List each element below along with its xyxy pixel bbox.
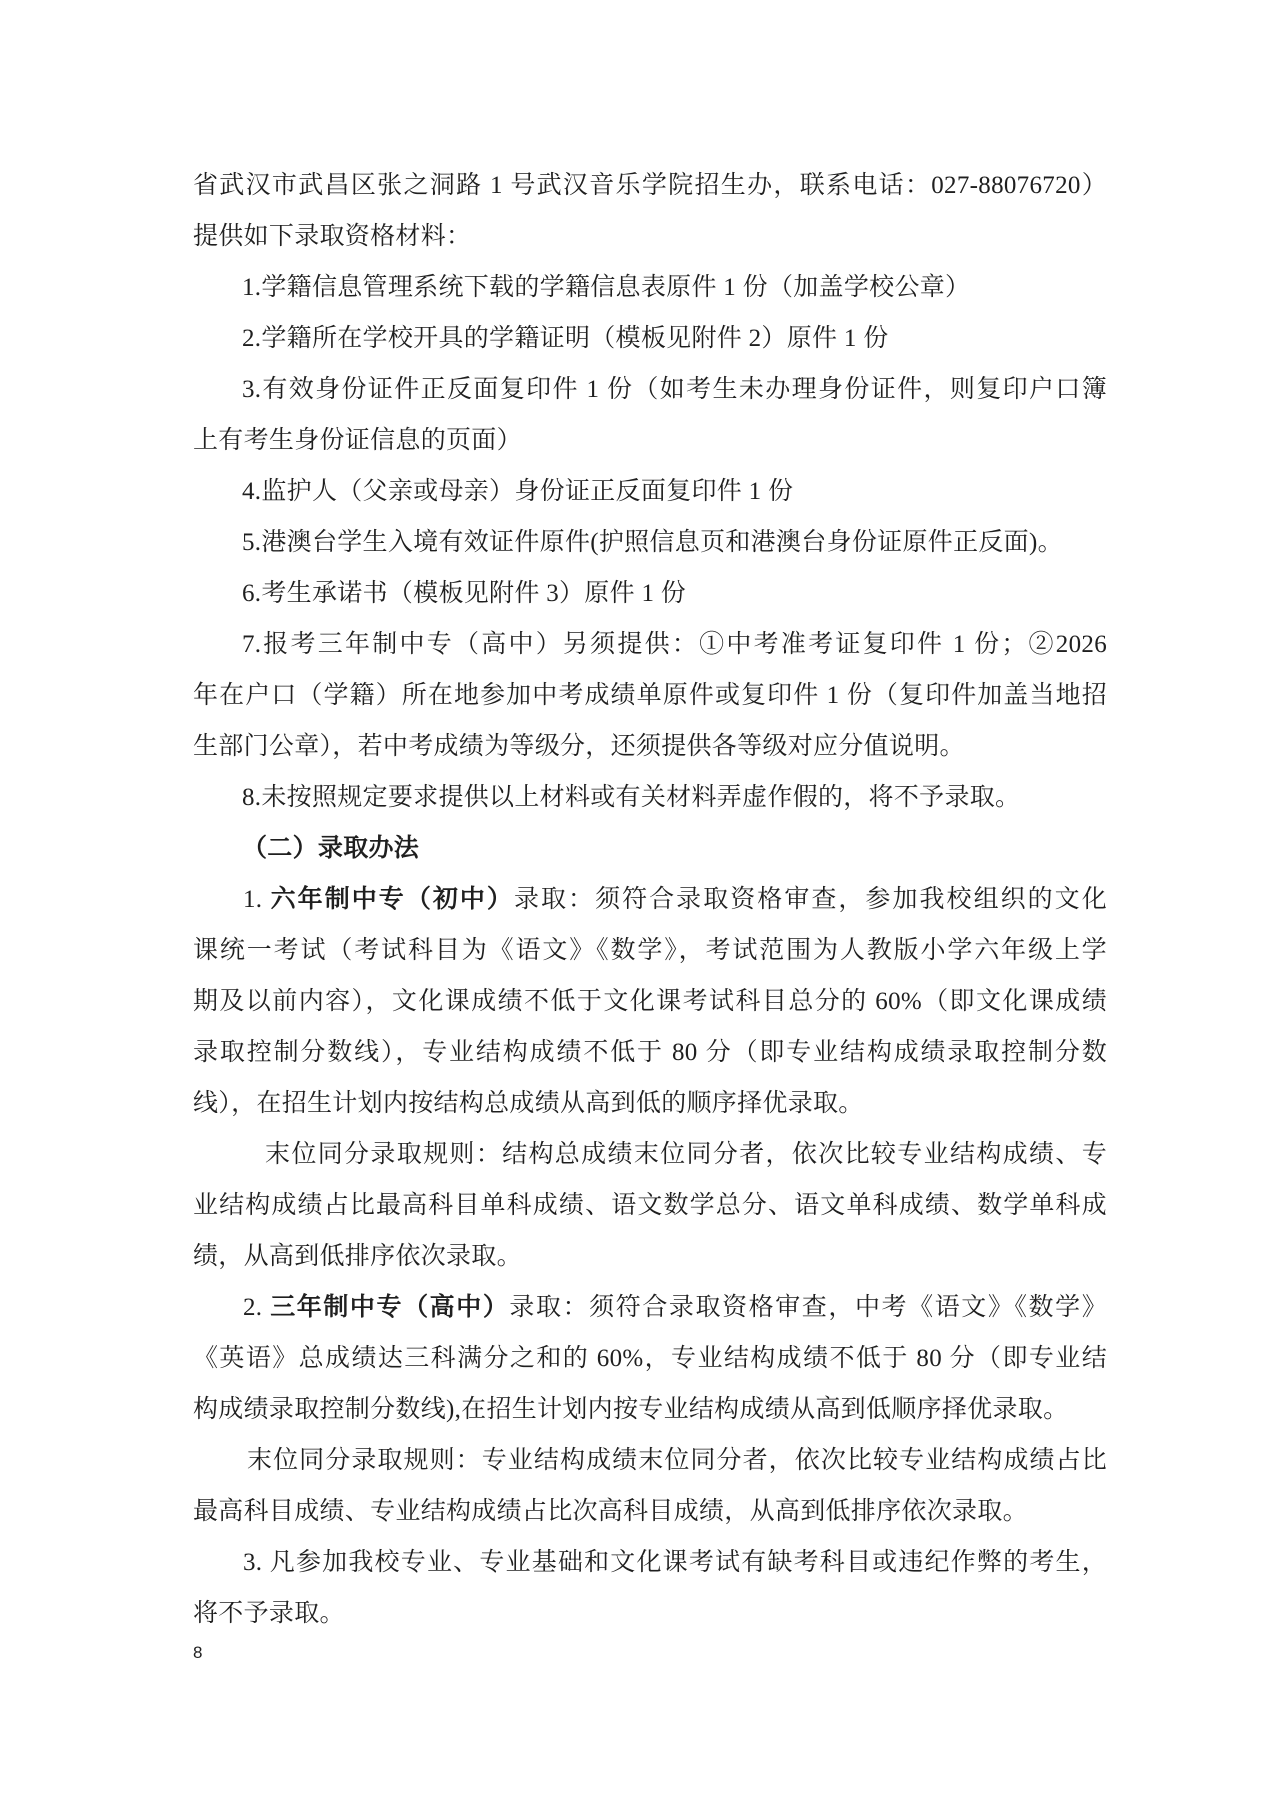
text-line <box>193 823 1107 874</box>
text-run: 线），在招生计划内按结构总成绩从高到低的顺序择优录取。 <box>193 1090 864 1117</box>
text-run: 期及以前内容），文化课成绩不低于文化课考试科目总分的 60%（即文化课成绩 <box>193 988 1107 1015</box>
text-line <box>193 415 1107 466</box>
text-run: 上有考生身份证信息的页面） <box>193 427 522 454</box>
text-line <box>193 1078 1107 1129</box>
text-run: 1. <box>243 886 271 913</box>
text-line <box>193 313 1107 364</box>
text-line <box>193 211 1107 262</box>
text-line <box>193 1027 1107 1078</box>
text-run: 2.学籍所在学校开具的学籍证明（模板见附件 2）原件 1 份 <box>242 325 889 352</box>
text-line <box>193 1129 1107 1180</box>
text-run: 录取控制分数线），专业结构成绩不低于 80 分（即专业结构成绩录取控制分数 <box>193 1039 1107 1066</box>
text-run: 生部门公章），若中考成绩为等级分，还须提供各等级对应分值说明。 <box>193 733 965 760</box>
text-line <box>193 1435 1107 1486</box>
text-run: 1.学籍信息管理系统下载的学籍信息表原件 1 份（加盖学校公章） <box>242 274 971 301</box>
text-line <box>193 925 1107 976</box>
text-line <box>193 976 1107 1027</box>
text-run: 3.有效身份证件正反面复印件 1 份（如考生未办理身份证件，则复印户口簿 <box>242 376 1107 403</box>
text-line <box>193 1180 1107 1231</box>
text-run: 《英语》总成绩达三科满分之和的 60%，专业结构成绩不低于 80 分（即专业结 <box>193 1345 1107 1372</box>
text-line <box>193 1486 1107 1537</box>
text-run: 2. <box>243 1294 271 1321</box>
text-run: 4.监护人（父亲或母亲）身份证正反面复印件 1 份 <box>242 478 794 505</box>
text-line <box>193 466 1107 517</box>
text-run: 将不予录取。 <box>193 1600 345 1627</box>
text-run: 课统一考试（考试科目为《语文》《数学》，考试范围为人教版小学六年级上学 <box>193 937 1107 964</box>
text-line <box>193 1537 1107 1588</box>
text-run: 提供如下录取资格材料： <box>193 223 472 250</box>
bold-text-run: （二）录取办法 <box>242 835 420 862</box>
text-run: 末位同分录取规则：结构总成绩末位同分者，依次比较专业结构成绩、专 <box>265 1141 1107 1168</box>
text-run: 5.港澳台学生入境有效证件原件(护照信息页和港澳台身份证原件正反面)。 <box>242 529 1063 556</box>
text-run: 最高科目成绩、专业结构成绩占比次高科目成绩，从高到低排序依次录取。 <box>193 1498 1028 1525</box>
text-line <box>193 721 1107 772</box>
text-run: 年在户口（学籍）所在地参加中考成绩单原件或复印件 1 份（复印件加盖当地招 <box>193 682 1107 709</box>
bold-text-run: 六年制中专（初中） <box>270 886 514 913</box>
text-line <box>193 1384 1107 1435</box>
page-number: 8 <box>193 1643 203 1662</box>
text-line <box>193 568 1107 619</box>
text-run: 省武汉市武昌区张之洞路 1 号武汉音乐学院招生办，联系电话：027-88076720） <box>193 172 1107 199</box>
text-run: 8.未按照规定要求提供以上材料或有关材料弄虚作假的，将不予录取。 <box>242 784 1021 811</box>
text-line <box>193 517 1107 568</box>
bold-text-run: 三年制中专（高中） <box>270 1294 510 1321</box>
text-run: 3. <box>243 1549 270 1576</box>
text-run: 业结构成绩占比最高科目单科成绩、语文数学总分、语文单科成绩、数学单科成 <box>193 1192 1107 1219</box>
text-run: 绩，从高到低排序依次录取。 <box>193 1243 522 1270</box>
text-line <box>193 670 1107 721</box>
text-line <box>193 772 1107 823</box>
text-line <box>193 874 1107 925</box>
text-run: 6.考生承诺书（模板见附件 3）原件 1 份 <box>242 580 687 607</box>
text-run: 构成绩录取控制分数线),在招生计划内按专业结构成绩从高到低顺序择优录取。 <box>193 1396 1069 1423</box>
text-run: 7.报考三年制中专（高中）另须提供：①中考准考证复印件 1 份；②2026 <box>242 631 1107 658</box>
text-line <box>193 160 1107 211</box>
text-line <box>193 1333 1107 1384</box>
text-line <box>193 1588 1107 1639</box>
text-line <box>193 1282 1107 1333</box>
text-line <box>193 619 1107 670</box>
text-run: 末位同分录取规则：专业结构成绩末位同分者，依次比较专业结构成绩占比 <box>247 1447 1107 1474</box>
text-run: 录取：须符合录取资格审查，参加我校组织的文化 <box>513 886 1108 913</box>
text-line <box>193 364 1107 415</box>
text-line <box>193 262 1107 313</box>
document-body <box>193 160 1107 1639</box>
text-run: 录取：须符合录取资格审查，中考《语文》《数学》 <box>509 1294 1108 1321</box>
text-run: 凡参加我校专业、专业基础和文化课考试有缺考科目或违纪作弊的考生， <box>269 1549 1107 1576</box>
text-line <box>193 1231 1107 1282</box>
